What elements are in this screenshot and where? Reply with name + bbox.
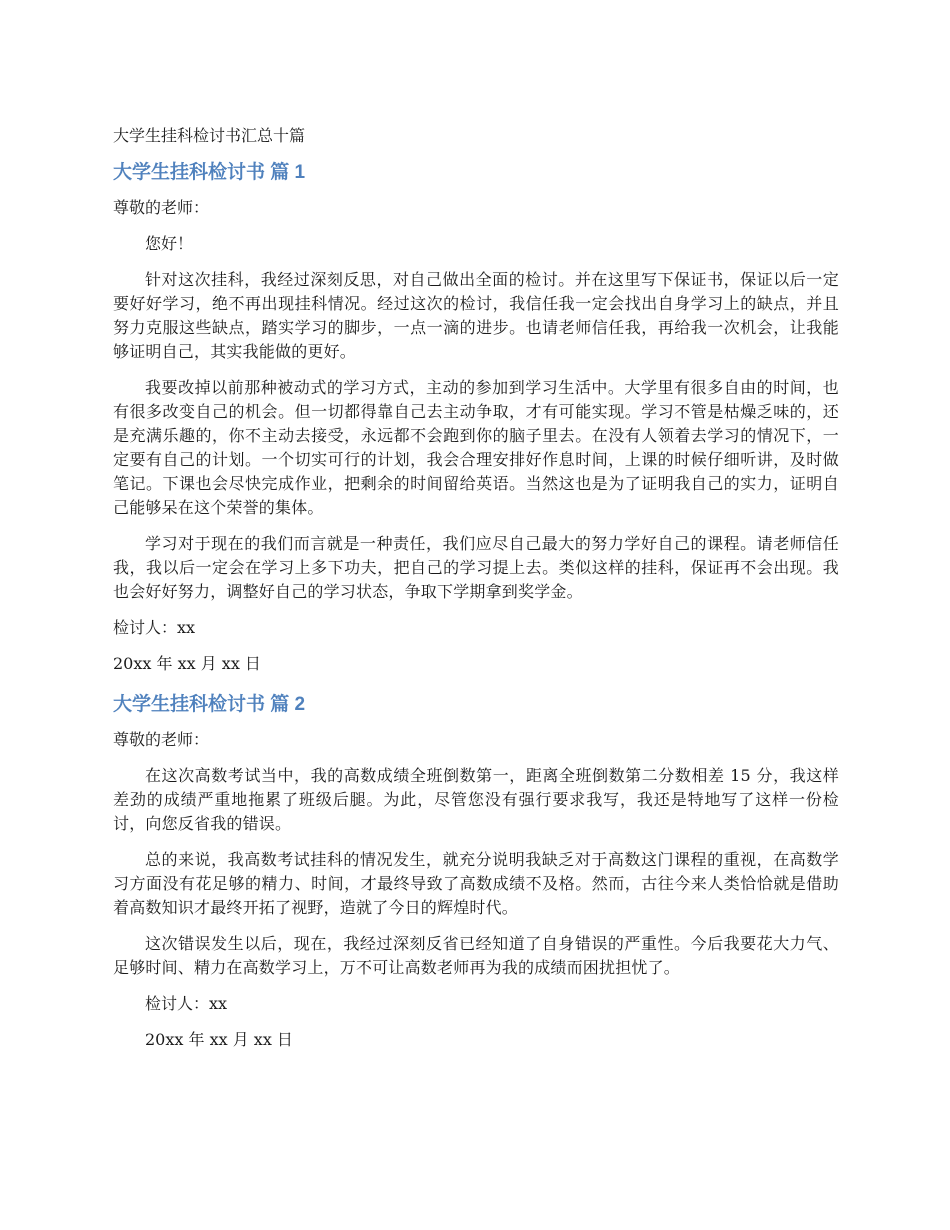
signer-line: 检讨人：xx: [145, 994, 228, 1013]
body-paragraph: 学习对于现在的我们而言就是一种责任，我们应尽自己最大的努力学好自己的课程。请老师信任我，我以后一定会在学习上多下功夫，把自己的学习提上去。类似这样的挂科，保证再不会出现。我也会好好努力，调整好自己的学习状态，争取下学期拿到奖学金。: [113, 534, 839, 601]
signer-line: 检讨人：xx: [113, 618, 196, 637]
date-line: 20xx 年 xx 月 xx 日: [113, 654, 261, 673]
date-line: 20xx 年 xx 月 xx 日: [145, 1030, 293, 1049]
greeting: 您好！: [145, 234, 194, 253]
section-2: [113, 688, 839, 1052]
body-paragraph: 总的来说，我高数考试挂科的情况发生，就充分说明我缺乏对于高数这门课程的重视，在高数学习方面没有花足够的精力、时间，才最终导致了高数成绩不及格。然而，古往今来人类恰恰就是借助着高数知识才最终开拓了视野，造就了今日的辉煌时代。: [113, 850, 839, 917]
document-page: [113, 120, 839, 1064]
section-heading: 大学生挂科检讨书 篇 2: [113, 694, 306, 715]
body-paragraph: 我要改掉以前那种被动式的学习方式，主动的参加到学习生活中。大学里有很多自由的时间，也有很多改变自己的机会。但一切都得靠自己去主动争取，才有可能实现。学习不管是枯燥乏味的，还是充满乐趣的，你不主动去接受，永远都不会跑到你的脑子里去。在没有人领着去学习的情况下，一定要有自己的计划。一个切实可行的计划，我会合理安排好作息时间，上课的时候仔细听讲，及时做笔记。下课也会尽快完成作业，把剩余的时间留给英语。当然这也是为了证明我自己的实力，证明自己能够呆在这个荣誉的集体。: [113, 378, 839, 517]
body-paragraph: 这次错误发生以后，现在，我经过深刻反省已经知道了自身错误的严重性。今后我要花大力气、足够时间、精力在高数学习上，万不可让高数老师再为我的成绩而困扰担忧了。: [113, 934, 839, 977]
document-title: 大学生挂科检讨书汇总十篇: [113, 126, 306, 145]
body-paragraph: 在这次高数考试当中，我的高数成绩全班倒数第一，距离全班倒数第二分数相差 15 分，我这样差劲的成绩严重地拖累了班级后腿。为此，尽管您没有强行要求我写，我还是特地写了这样一份检讨，向您反省我的错误。: [113, 766, 839, 833]
section-heading: 大学生挂科检讨书 篇 1: [113, 162, 306, 183]
salutation: 尊敬的老师：: [113, 730, 210, 749]
section-1: [113, 156, 839, 676]
salutation: 尊敬的老师：: [113, 198, 210, 217]
body-paragraph: 针对这次挂科，我经过深刻反思，对自己做出全面的检讨。并在这里写下保证书，保证以后一定要好好学习，绝不再出现挂科情况。经过这次的检讨，我信任我一定会找出自身学习上的缺点，并且努力克服这些缺点，踏实学习的脚步，一点一滴的进步。也请老师信任我，再给我一次机会，让我能够证明自己，其实我能做的更好。: [113, 270, 839, 361]
